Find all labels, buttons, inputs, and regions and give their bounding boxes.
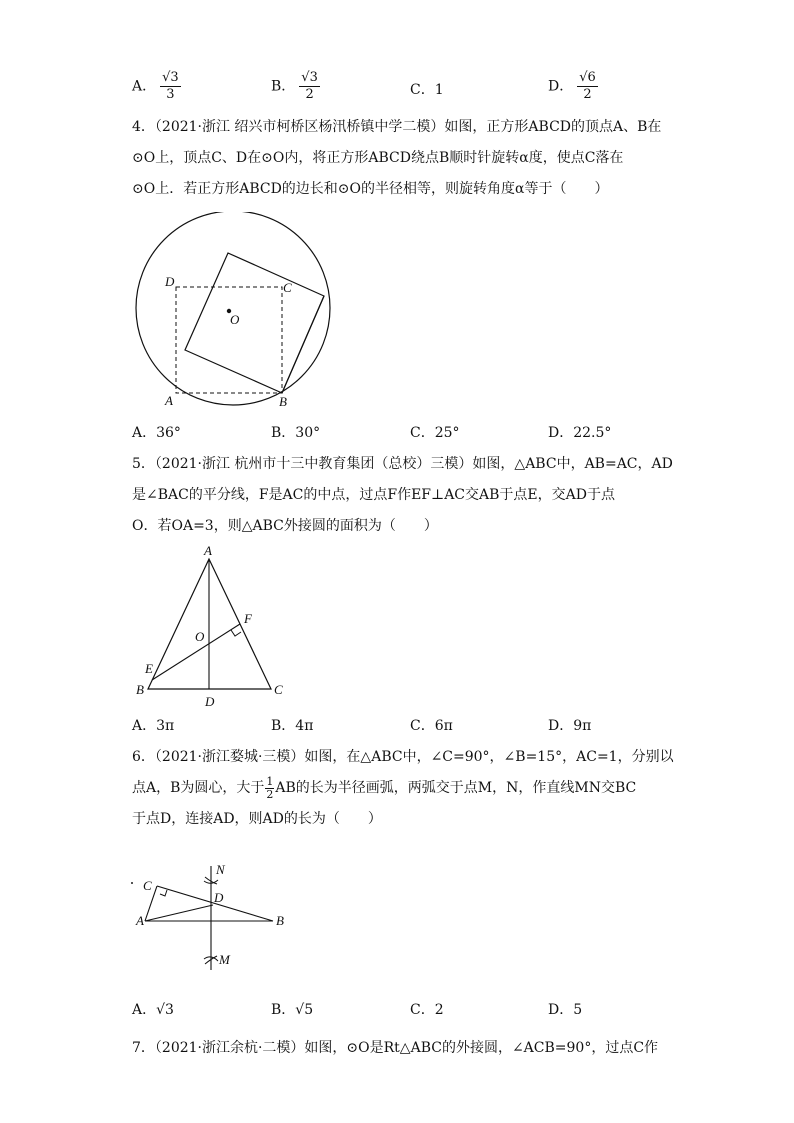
label-c: C (143, 878, 152, 893)
circle-o (136, 212, 330, 405)
label-b: B (276, 913, 284, 928)
q6-option-d: D．5 (548, 1002, 583, 1018)
q6-option-c: C．2 (410, 1002, 444, 1018)
q3-options (0, 62, 794, 102)
q6-figure (125, 858, 300, 973)
q4-option-d: D．22.5° (548, 425, 612, 441)
q4-option-b: B．30° (271, 425, 321, 441)
q3-option-c: C．1 (410, 82, 444, 98)
right-angle-mark (160, 890, 167, 896)
question-6-text (132, 742, 672, 835)
fraction (577, 70, 598, 103)
question-line: ⊙O上．若正方形ABCD的边长和⊙O的半径相等，则旋转角度α等于（ ） (132, 181, 609, 197)
stray-mark (131, 882, 133, 884)
question-line: ⊙O上，顶点C、D在⊙O内，将正方形ABCD绕点B顺时针旋转α度，使点C落在 (132, 150, 624, 166)
fraction-numerator: √6 (579, 70, 596, 85)
question-line: 4．（2021·浙江 绍兴市柯桥区杨汛桥镇中学二模）如图，正方形ABCD的顶点A、B在 (132, 119, 662, 135)
segment-b-to-circle (282, 296, 324, 393)
question-line: 6．（2021·浙江婺城·三模）如图，在△ABC中，∠C=90°，∠B=15°，AC=1，分别以 (132, 749, 674, 765)
label-e: E (145, 661, 153, 676)
option-letter: B． (271, 1002, 296, 1018)
segment-ad (145, 905, 213, 921)
option-value: √3 (156, 1002, 174, 1018)
fraction-denominator: 3 (166, 87, 175, 102)
option-letter: A． (132, 1002, 157, 1018)
question-line: 5．（2021·浙江 杭州市十三中教育集团（总校）三模）如图，△ABC中，AB=AC，AD (132, 456, 673, 472)
q6-option-a (132, 1000, 174, 1020)
label-c: C (274, 682, 283, 697)
q4-figure (125, 212, 345, 417)
question-5-text (132, 449, 672, 542)
label-b: B (279, 394, 287, 409)
text-run: 点A，B为圆心，大于 (132, 780, 265, 796)
q5-option-d: D．9π (548, 718, 592, 734)
question-line: 于点D，连接AD，则AD的长为（ ） (132, 811, 382, 827)
fraction-numerator: √3 (162, 70, 179, 85)
q3-option-a (132, 70, 181, 103)
rotated-square (185, 253, 324, 393)
q5-figure (125, 540, 295, 710)
q3-option-b (271, 70, 320, 103)
label-a: A (204, 543, 212, 558)
option-letter: D． (548, 78, 574, 95)
question-4-text (132, 112, 672, 205)
label-d: D (205, 694, 215, 709)
fraction-denominator: 2 (266, 787, 274, 801)
q5-option-a: A．3π (132, 718, 175, 734)
label-f: F (244, 611, 252, 626)
fraction-numerator: √3 (301, 70, 318, 85)
question-line: O．若OA=3，则△ABC外接圆的面积为（ ） (132, 518, 438, 534)
q4-option-c: C．25° (410, 425, 460, 441)
label-a: A (136, 913, 144, 928)
label-d: D (165, 274, 175, 289)
label-a: A (165, 393, 173, 408)
fraction-numerator: 1 (266, 774, 274, 788)
question-7-text (132, 1033, 672, 1064)
fraction (299, 70, 320, 103)
q6-option-b (271, 1000, 313, 1020)
option-letter: A． (132, 78, 157, 95)
fraction-denominator: 2 (305, 87, 314, 102)
label-d: D (214, 890, 224, 905)
label-n: N (216, 862, 225, 877)
q4-option-a: A．36° (132, 425, 181, 441)
text-run: AB的长为半径画弧，两弧交于点M，N，作直线MN交BC (275, 780, 637, 796)
label-b: B (136, 682, 144, 697)
dashed-square-abcd (176, 287, 282, 393)
label-c: C (283, 280, 292, 295)
option-value: √5 (295, 1002, 314, 1018)
label-m: M (219, 952, 230, 967)
question-line: 是∠BAC的平分线，F是AC的中点，过点F作EF⊥AC交AB于点E，交AD于点 (132, 487, 615, 503)
label-o: O (195, 629, 205, 644)
question-line (132, 773, 672, 804)
q5-option-c: C．6π (410, 718, 453, 734)
fraction (160, 70, 181, 103)
question-line: 7．（2021·浙江余杭·二模）如图，⊙O是Rt△ABC的外接圆，∠ACB=90°，过点C作 (132, 1040, 659, 1056)
fraction-half (265, 776, 274, 801)
option-letter: B． (271, 78, 296, 95)
q3-option-d (548, 70, 598, 103)
fraction-denominator: 2 (583, 87, 592, 102)
q5-option-b: B．4π (271, 718, 314, 734)
label-o: O (230, 312, 240, 327)
right-angle-mark (231, 630, 241, 636)
